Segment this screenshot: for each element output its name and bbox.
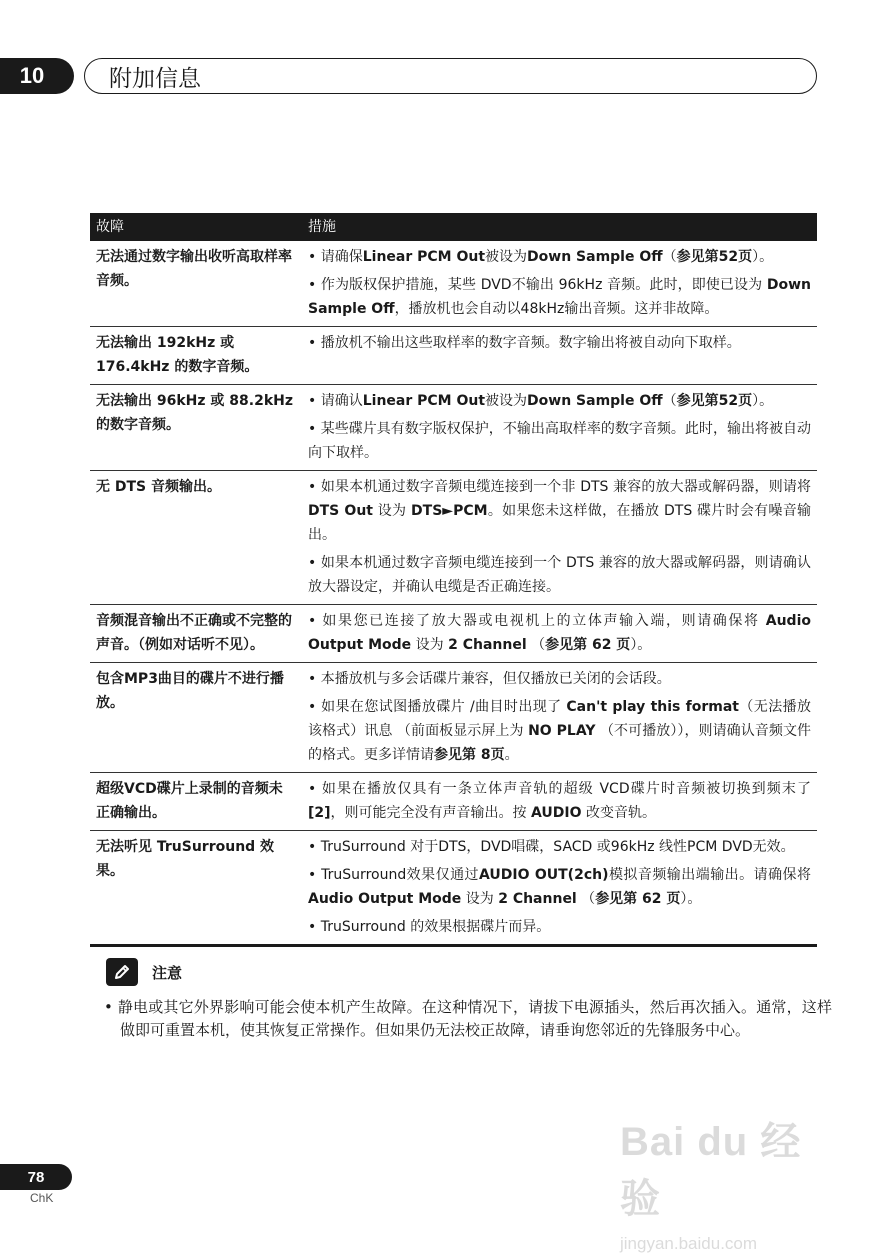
chapter-number: 10 xyxy=(19,63,45,88)
remedy-item: • 某些碟片具有数字版权保护，不输出高取样率的数字音频。此时，输出将被自动向下取样。 xyxy=(308,421,811,461)
remedy-cell xyxy=(302,471,817,605)
table-body xyxy=(90,241,817,946)
watermark-url: jingyan.baidu.com xyxy=(620,1234,758,1253)
remedy-cell xyxy=(302,773,817,831)
column-header-problem: 故障 xyxy=(90,213,302,241)
column-header-remedy: 措施 xyxy=(302,213,817,241)
remedy-item: • TruSurround 对于DTS，DVD唱碟，SACD 或96kHz 线性PCM DVD无效。 xyxy=(308,839,795,855)
table-row xyxy=(90,773,817,831)
remedy-item: • 如果在播放仅具有一条立体声音轨的超级 VCD碟片时音频被切换到频末了 [2]，则可能完全没有声音输出。按 AUDIO 改变音轨。 xyxy=(308,781,811,821)
remedy-item: • 本播放机与多会话碟片兼容，但仅播放已关闭的会话段。 xyxy=(308,671,671,687)
language-code: ChK xyxy=(30,1191,54,1205)
remedy-cell xyxy=(302,605,817,663)
remedy-cell xyxy=(302,385,817,471)
table-row xyxy=(90,385,817,471)
note-text: • 静电或其它外界影响可能会使本机产生故障。在这种情况下，请拔下电源插头，然后再次插入。通常，这样做即可重置本机，使其恢复正常操作。但如果仍无法校正故障，请垂询您邻近的先锋服务中心。 xyxy=(104,998,832,1039)
page-number: 78 xyxy=(27,1168,45,1186)
problem-cell: 包含MP3曲目的碟片不进行播放。 xyxy=(90,663,302,773)
remedy-item: • 如果本机通过数字音频电缆连接到一个 DTS 兼容的放大器或解码器，则请确认放大器设定，并确认电缆是否正确连接。 xyxy=(308,555,811,595)
remedy-item: • TruSurround效果仅通过AUDIO OUT(2ch)模拟音频输出端输出。请确保将 Audio Output Mode 设为 2 Channel （参见第 62 页）。 xyxy=(308,867,811,907)
table-row xyxy=(90,327,817,385)
note-header xyxy=(106,958,182,986)
problem-cell: 无法输出 96kHz 或 88.2kHz 的数字音频。 xyxy=(90,385,302,471)
table-row xyxy=(90,831,817,946)
remedy-item: • 播放机不输出这些取样率的数字音频。数字输出将被自动向下取样。 xyxy=(308,335,741,351)
table-header-row xyxy=(90,213,817,241)
remedy-item: • 作为版权保护措施，某些 DVD不输出 96kHz 音频。此时，即使已设为 Down Sample Off，播放机也会自动以48kHz输出音频。这并非故障。 xyxy=(308,277,811,317)
remedy-item: • 请确认Linear PCM Out被设为Down Sample Off（参见第52页）。 xyxy=(308,393,774,409)
chapter-title-bar xyxy=(84,58,817,94)
chapter-title: 附加信息 xyxy=(109,65,201,92)
table-row xyxy=(90,471,817,605)
problem-cell: 无 DTS 音频输出。 xyxy=(90,471,302,605)
remedy-item: • 如果您已连接了放大器或电视机上的立体声输入端，则请确保将 Audio Output Mode 设为 2 Channel （参见第 62 页）。 xyxy=(308,613,811,653)
remedy-cell xyxy=(302,663,817,773)
remedy-item: • 如果本机通过数字音频电缆连接到一个非 DTS 兼容的放大器或解码器，则请将 DTS Out 设为 DTS►PCM。如果您未这样做，在播放 DTS 碟片时会有噪音输出。 xyxy=(308,479,811,543)
watermark-logo: Bai du 经验 xyxy=(620,1120,802,1221)
remedy-cell xyxy=(302,831,817,946)
remedy-item: • 如果在您试图播放碟片 /曲目时出现了 Can't play this format（无法播放该格式）讯息 （前面板显示屏上为 NO PLAY （不可播放）），则请确认音频文件的格式。更多详情请参见第 8页。 xyxy=(308,699,812,763)
problem-cell: 无法听见 TruSurround 效果。 xyxy=(90,831,302,946)
watermark xyxy=(620,1110,820,1253)
table-row xyxy=(90,241,817,327)
problem-cell: 无法通过数字输出收听高取样率音频。 xyxy=(90,241,302,327)
chapter-number-badge xyxy=(0,58,74,94)
remedy-cell xyxy=(302,327,817,385)
table-row xyxy=(90,663,817,773)
troubleshooting-table xyxy=(90,213,817,947)
problem-cell: 超级VCD碟片上录制的音频未正确输出。 xyxy=(90,773,302,831)
table-row xyxy=(90,605,817,663)
page-number-badge xyxy=(0,1164,72,1190)
remedy-cell xyxy=(302,241,817,327)
problem-cell: 无法输出 192kHz 或 176.4kHz 的数字音频。 xyxy=(90,327,302,385)
problem-cell: 音频混音输出不正确或不完整的声音。（例如对话听不见）。 xyxy=(90,605,302,663)
remedy-item: • 请确保Linear PCM Out被设为Down Sample Off（参见第52页）。 xyxy=(308,249,774,265)
note-title: 注意 xyxy=(152,963,183,982)
remedy-item: • TruSurround 的效果根据碟片而异。 xyxy=(308,919,551,935)
pencil-icon xyxy=(106,958,138,986)
